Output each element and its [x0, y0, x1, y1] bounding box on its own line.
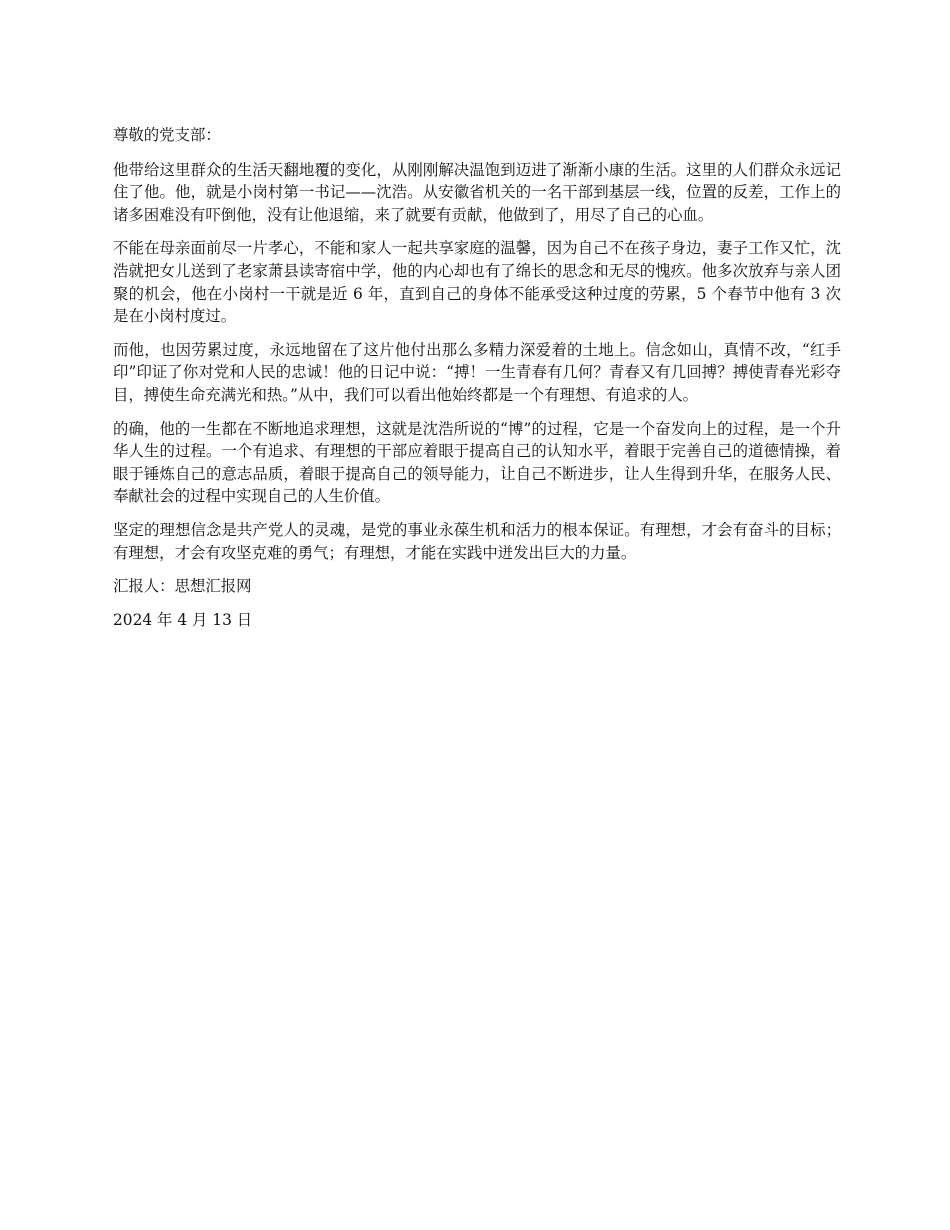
paragraph-1: 他带给这里群众的生活天翻地覆的变化，从刚刚解决温饱到迈进了渐渐小康的生活。这里的人们群众永远记住了他。他，就是小岗村第一书记——沈浩。从安徽省机关的一名干部到基层一线，位置的反差，工作上的诸多困难没有吓倒他，没有让他退缩，来了就要有贡献，他做到了，用尽了自己的心血。: [113, 160, 841, 224]
paragraph-4: 的确，他的一生都在不断地追求理想，这就是沈浩所说的“博”的过程，它是一个奋发向上的过程，是一个升华人生的过程。一个有追求、有理想的干部应着眼于提高自己的认知水平，着眼于完善自己的道德情操，着眼于锤炼自己的意志品质，着眼于提高自己的领导能力，让自己不断进步，让人生得到升华，在服务人民、奉献社会的过程中实现自己的人生价值。: [113, 419, 841, 506]
paragraph-2: 不能在母亲面前尽一片孝心，不能和家人一起共享家庭的温馨，因为自己不在孩子身边，妻子工作又忙，沈浩就把女儿送到了老家萧县读寄宿中学，他的内心却也有了绵长的思念和无尽的愧疚。他多次放弃与亲人团聚的机会，他在小岗村一干就是近 6 年，直到自己的身体不能承受这种过度的劳累，5 个春节中他有 3 次是在小岗村度过。: [113, 239, 841, 326]
paragraph-3: 而他，也因劳累过度，永远地留在了这片他付出那么多精力深爱着的土地上。信念如山，真情不改，“红手印”印证了你对党和人民的忠诚！他的日记中说：“搏！一生青春有几何？青春又有几回搏？搏使青春光彩夺目，搏使生命充满光和热。”从中，我们可以看出他始终都是一个有理想、有追求的人。: [113, 340, 841, 404]
document-body: [113, 124, 841, 642]
date-line: 2024 年 4 月 13 日: [113, 610, 253, 629]
paragraph-5: 坚定的理想信念是共产党人的灵魂，是党的事业永葆生机和活力的根本保证。有理想，才会有奋斗的目标；有理想，才会有攻坚克难的勇气；有理想，才能在实践中迸发出巨大的力量。: [113, 520, 841, 562]
greeting: 尊敬的党支部：: [113, 126, 221, 144]
reporter-line: 汇报人：思想汇报网: [113, 577, 252, 596]
